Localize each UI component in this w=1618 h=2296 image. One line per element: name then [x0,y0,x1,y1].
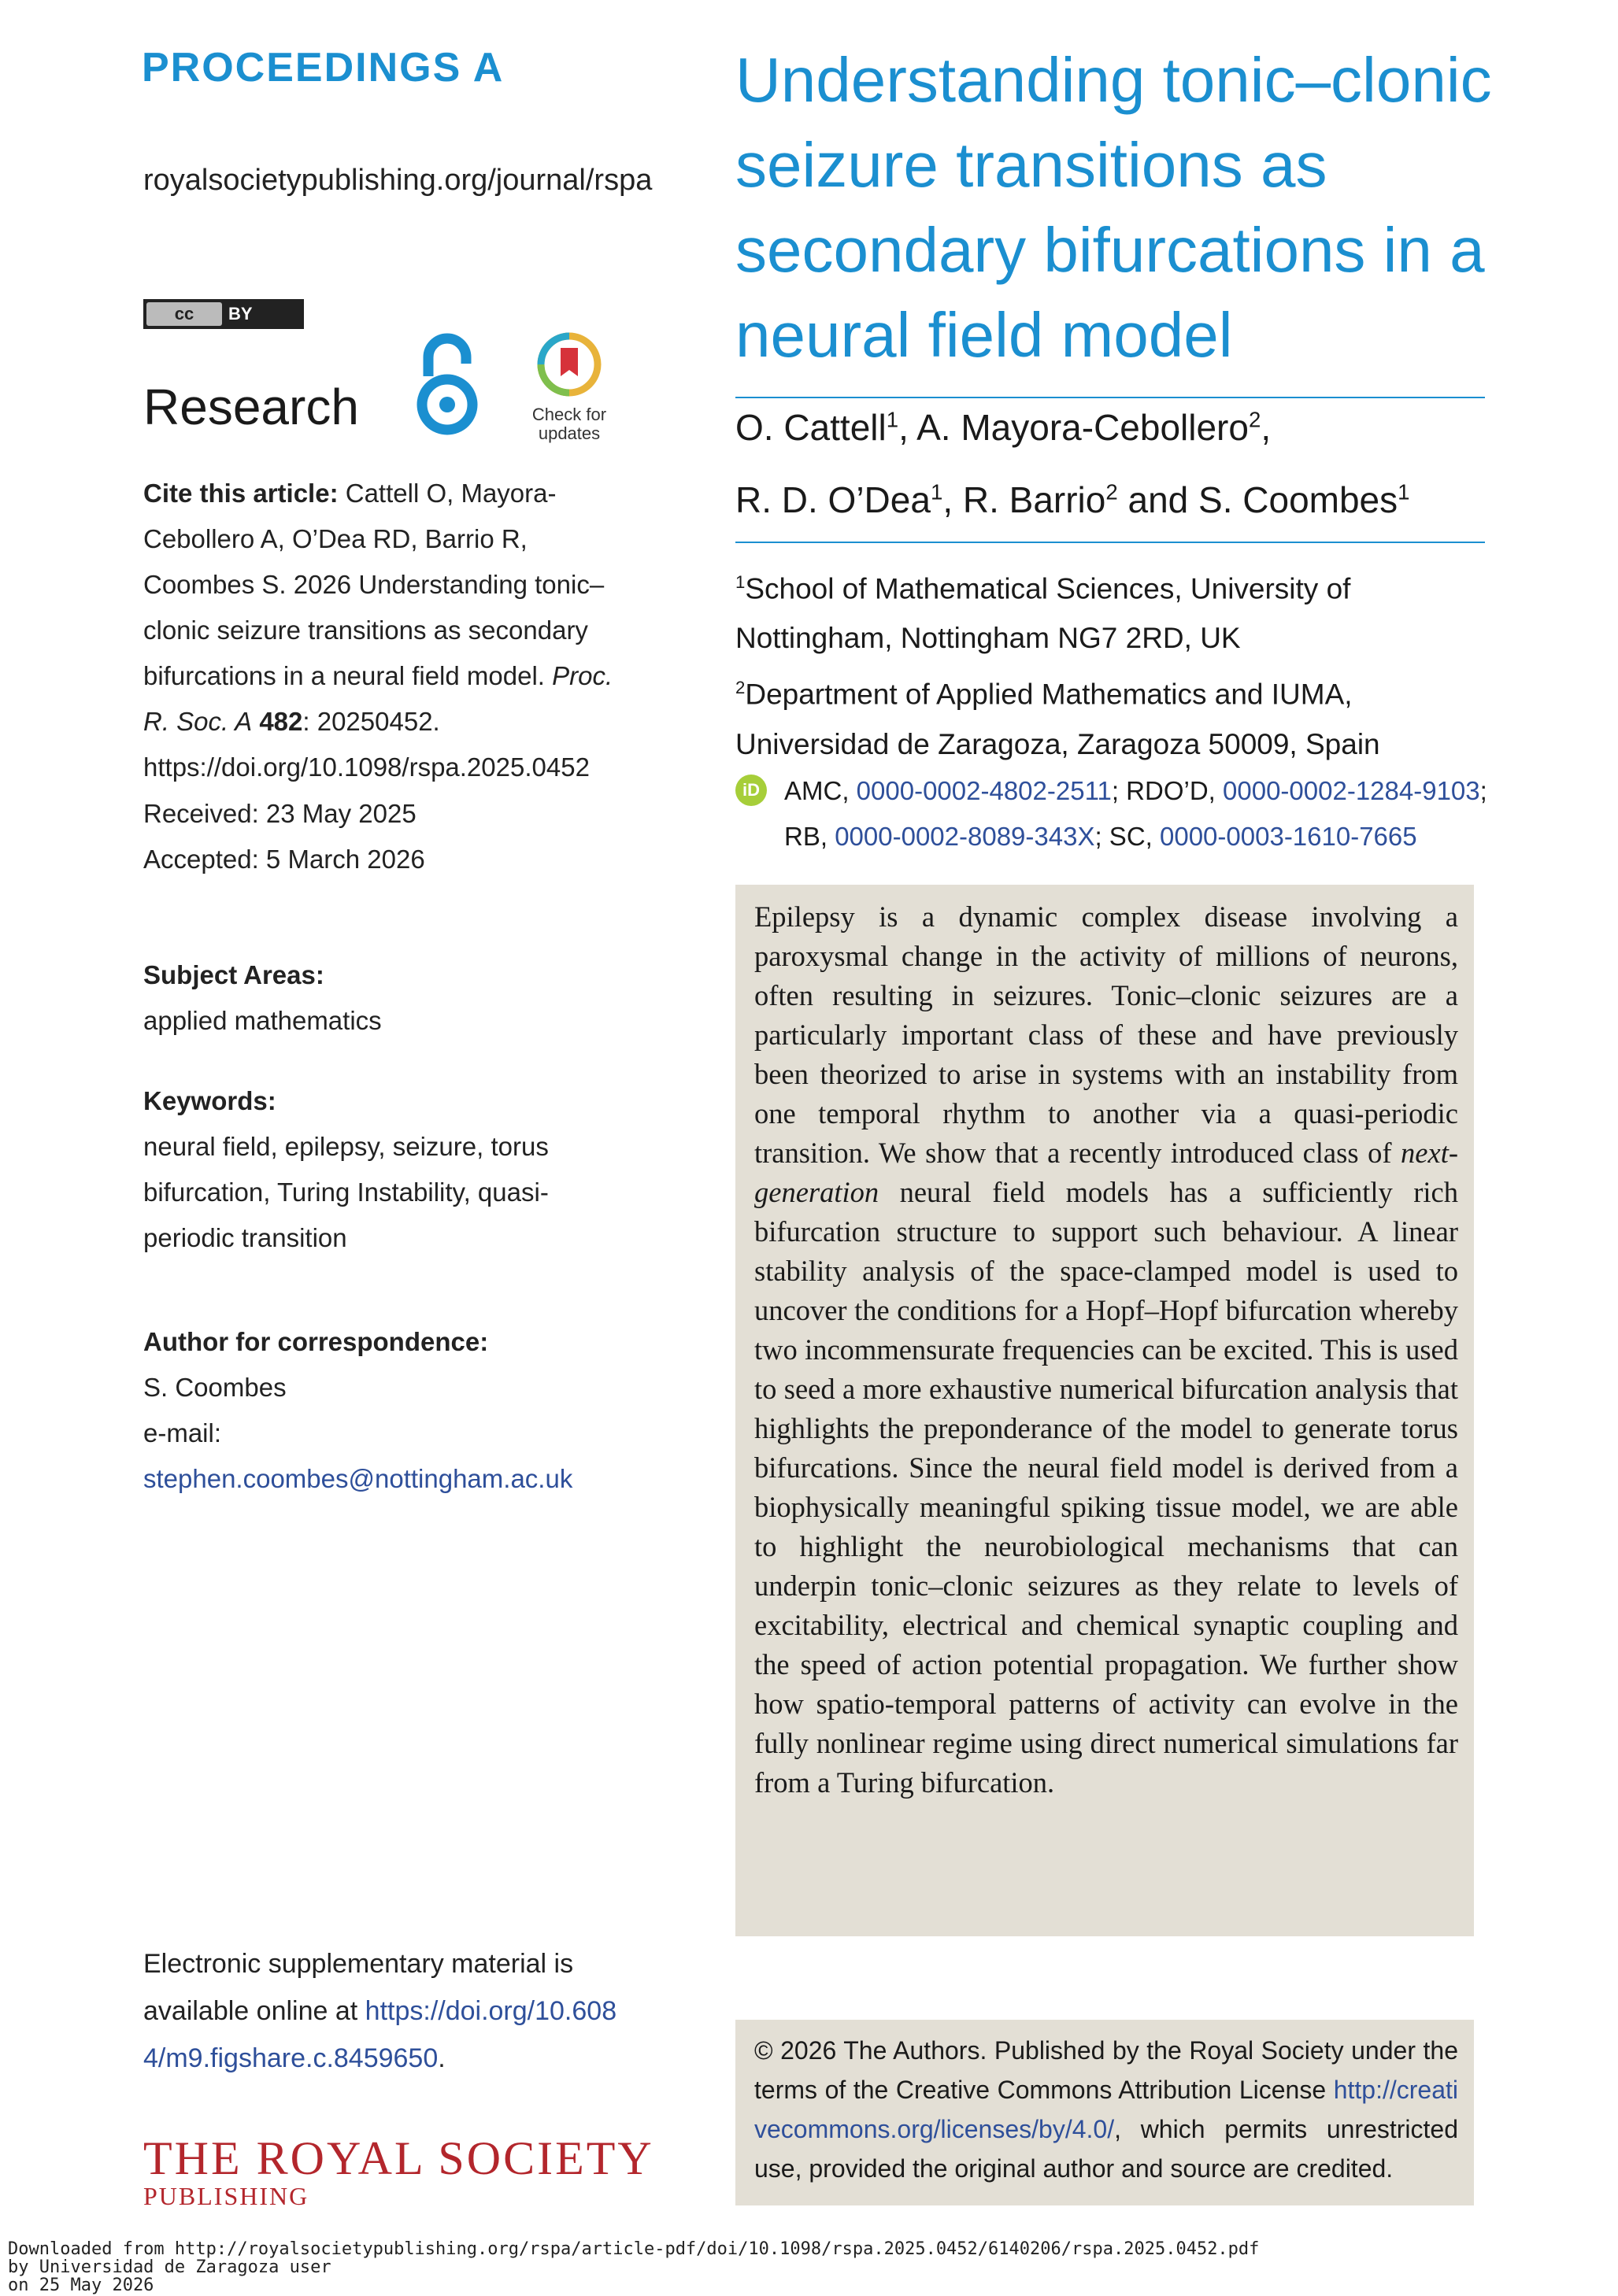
orcid-label: ; RDO’D, [1111,776,1224,805]
footer-line2: by Universidad de Zaragoza user [8,2257,331,2277]
cite-journal: Proc. R. Soc. A [143,661,613,736]
accepted-date: Accepted: 5 March 2026 [143,845,425,874]
orcid-list [784,768,1493,860]
attribution-icon: BY [228,304,253,324]
authors-line1 [735,406,1271,449]
authors-divider [735,542,1485,543]
journal-name: PROCEEDINGS A [142,45,505,91]
orcid-icon: iD [735,775,767,806]
license-statement: © 2026 The Authors. Published by the Royal Society under the terms of the Creative Commons Attribution License [754,2036,1458,2104]
subject-label: Subject Areas: [143,960,324,989]
affiliation-mark: 1 [886,407,899,432]
affiliation-mark: 2 [735,678,746,698]
supplementary-note [143,1940,631,2082]
footer-line3: on 25 May 2026 [8,2276,154,2295]
title-divider [735,397,1485,398]
keywords-label: Keywords: [143,1086,276,1115]
open-access-icon [411,329,483,439]
subject-value: applied mathematics [143,1006,382,1035]
download-footer [8,2240,1259,2294]
orcid-label: RB, [784,822,835,851]
cite-label: Cite this article: [143,479,339,508]
check-label-line1: Check for [531,405,607,424]
cite-doi[interactable]: https://doi.org/10.1098/rspa.2025.0452 [143,752,590,782]
received-date: Received: 23 May 2025 [143,799,417,828]
footer-line1: Downloaded from http://royalsocietypublishing.org/rspa/article-pdf/doi/10.1098/rspa.2025.0452/6140206/rspa.2025.0452.pdf [8,2239,1260,2259]
supplementary-text: Electronic supplementary material is available online at [143,1949,574,2026]
correspondence-block [143,1319,631,1502]
orcid-label: AMC, [784,776,857,805]
abstract-text [754,897,1458,1802]
author-name: O. Cattell [735,407,887,448]
affiliations [735,557,1491,769]
affiliation-1 [735,557,1491,663]
author-name: , R. Barrio [942,479,1106,520]
cite-text: Cattell O, Mayora-Cebollero A, O’Dea RD, Barrio R, Coombes S. 2026 Understanding tonic–clonic seizure transitions as secondary bifurcations in a neural field model. [143,479,605,690]
author-separator: , [1261,407,1272,448]
license-text [754,2031,1458,2188]
affiliation-text: School of Mathematical Sciences, University of Nottingham, Nottingham NG7 2RD, UK [735,572,1351,655]
article-type: Research [143,379,359,435]
creative-commons-icon: cc [146,302,222,326]
email-link[interactable]: stephen.coombes@nottingham.ac.uk [143,1464,573,1493]
cite-article-number: : 20250452. [302,707,440,736]
citation-block [143,471,631,790]
orcid-link-rdo[interactable]: 0000-0002-1284-9103 [1223,776,1480,805]
abstract-part1: Epilepsy is a dynamic complex disease involving a paroxysmal change in the activity of millions of neurons, often resulting in seizures. Tonic–clonic seizures are a particularly important class of these and have previously been theorized to arise in systems with an instability from one temporal rhythm to another via a quasi-periodic transition. We show that a recently introduced class of [754,900,1458,1169]
supplementary-link[interactable]: https://doi.org/10.6084/m9.figshare.c.8459650 [143,1996,617,2073]
cc-by-license-badge[interactable] [143,299,304,329]
check-for-updates-button[interactable] [526,331,613,441]
affiliation-mark: 2 [1248,407,1261,432]
dates-block [143,791,631,882]
license-link[interactable]: http://creativecommons.org/licenses/by/4.0/ [754,2076,1458,2143]
subject-areas [143,952,631,1044]
check-label-line2: updates [538,423,601,443]
article-title: Understanding tonic–clonic seizure transitions as secondary bifurcations in a neural field model [735,45,1492,370]
orcid-label: ; SC, [1094,822,1160,851]
abstract-part2: neural field models has a sufficiently rich bifurcation structure to support such behaviour. A linear stability analysis of the space-clamped model is used to uncover the conditions for a Hopf–Hopf bifurcation whereby two incommensurate frequencies can be excited. This is used to seed a more exhaustive numerical bifurcation analysis that highlights the preponderance of the model to generate torus bifurcations. Since the neural field model is derived from a biophysically meaningful spiking tissue model, we are able to highlight the neurobiological mechanisms that can underpin tonic–clonic seizures as they relate to levels of excitability, electrical and chemical synaptic coupling and the speed of action potential propagation. We further show how spatio-temporal patterns of activity can evolve in the fully nonlinear regime using direct numerical simulations far from a Turing bifurcation. [754,1176,1458,1799]
correspondence-name: S. Coombes [143,1373,287,1402]
affiliation-mark: 1 [735,572,746,592]
royal-society-logo [143,2132,654,2210]
logo-line2: PUBLISHING [143,2182,309,2210]
authors-line2 [735,479,1410,521]
supplementary-end: . [438,2043,446,2073]
logo-line1: THE ROYAL SOCIETY [143,2132,654,2184]
affiliation-text: Department of Applied Mathematics and IUMA, Universidad de Zaragoza, Zaragoza 50009, Spain [735,678,1380,760]
orcid-separator: ; [1479,776,1487,805]
keywords-value: neural field, epilepsy, seizure, torus bifurcation, Turing Instability, quasi-periodic transition [143,1132,549,1252]
author-name: , A. Mayora-Cebollero [898,407,1249,448]
correspondence-label: Author for correspondence: [143,1327,489,1356]
check-updates-icon [534,331,605,398]
affiliation-2 [735,663,1491,768]
affiliation-mark: 2 [1105,479,1118,505]
author-name: and S. Coombes [1117,479,1398,520]
affiliation-mark: 1 [930,479,943,505]
orcid-link-sc[interactable]: 0000-0003-1610-7665 [1160,822,1417,851]
affiliation-mark: 1 [1398,479,1410,505]
cite-volume: 482 [259,707,303,736]
license-terms: , which permits unrestricted use, provided the original author and source are credited. [754,2115,1458,2183]
keywords-block [143,1078,631,1261]
author-name: R. D. O’Dea [735,479,931,520]
orcid-link-rb[interactable]: 0000-0002-8089-343X [835,822,1095,851]
email-label: e-mail: [143,1418,222,1447]
abstract-emphasis: next-generation [754,1137,1458,1208]
orcid-link-amc[interactable]: 0000-0002-4802-2511 [856,776,1112,805]
journal-url[interactable]: royalsocietypublishing.org/journal/rspa [143,164,653,197]
